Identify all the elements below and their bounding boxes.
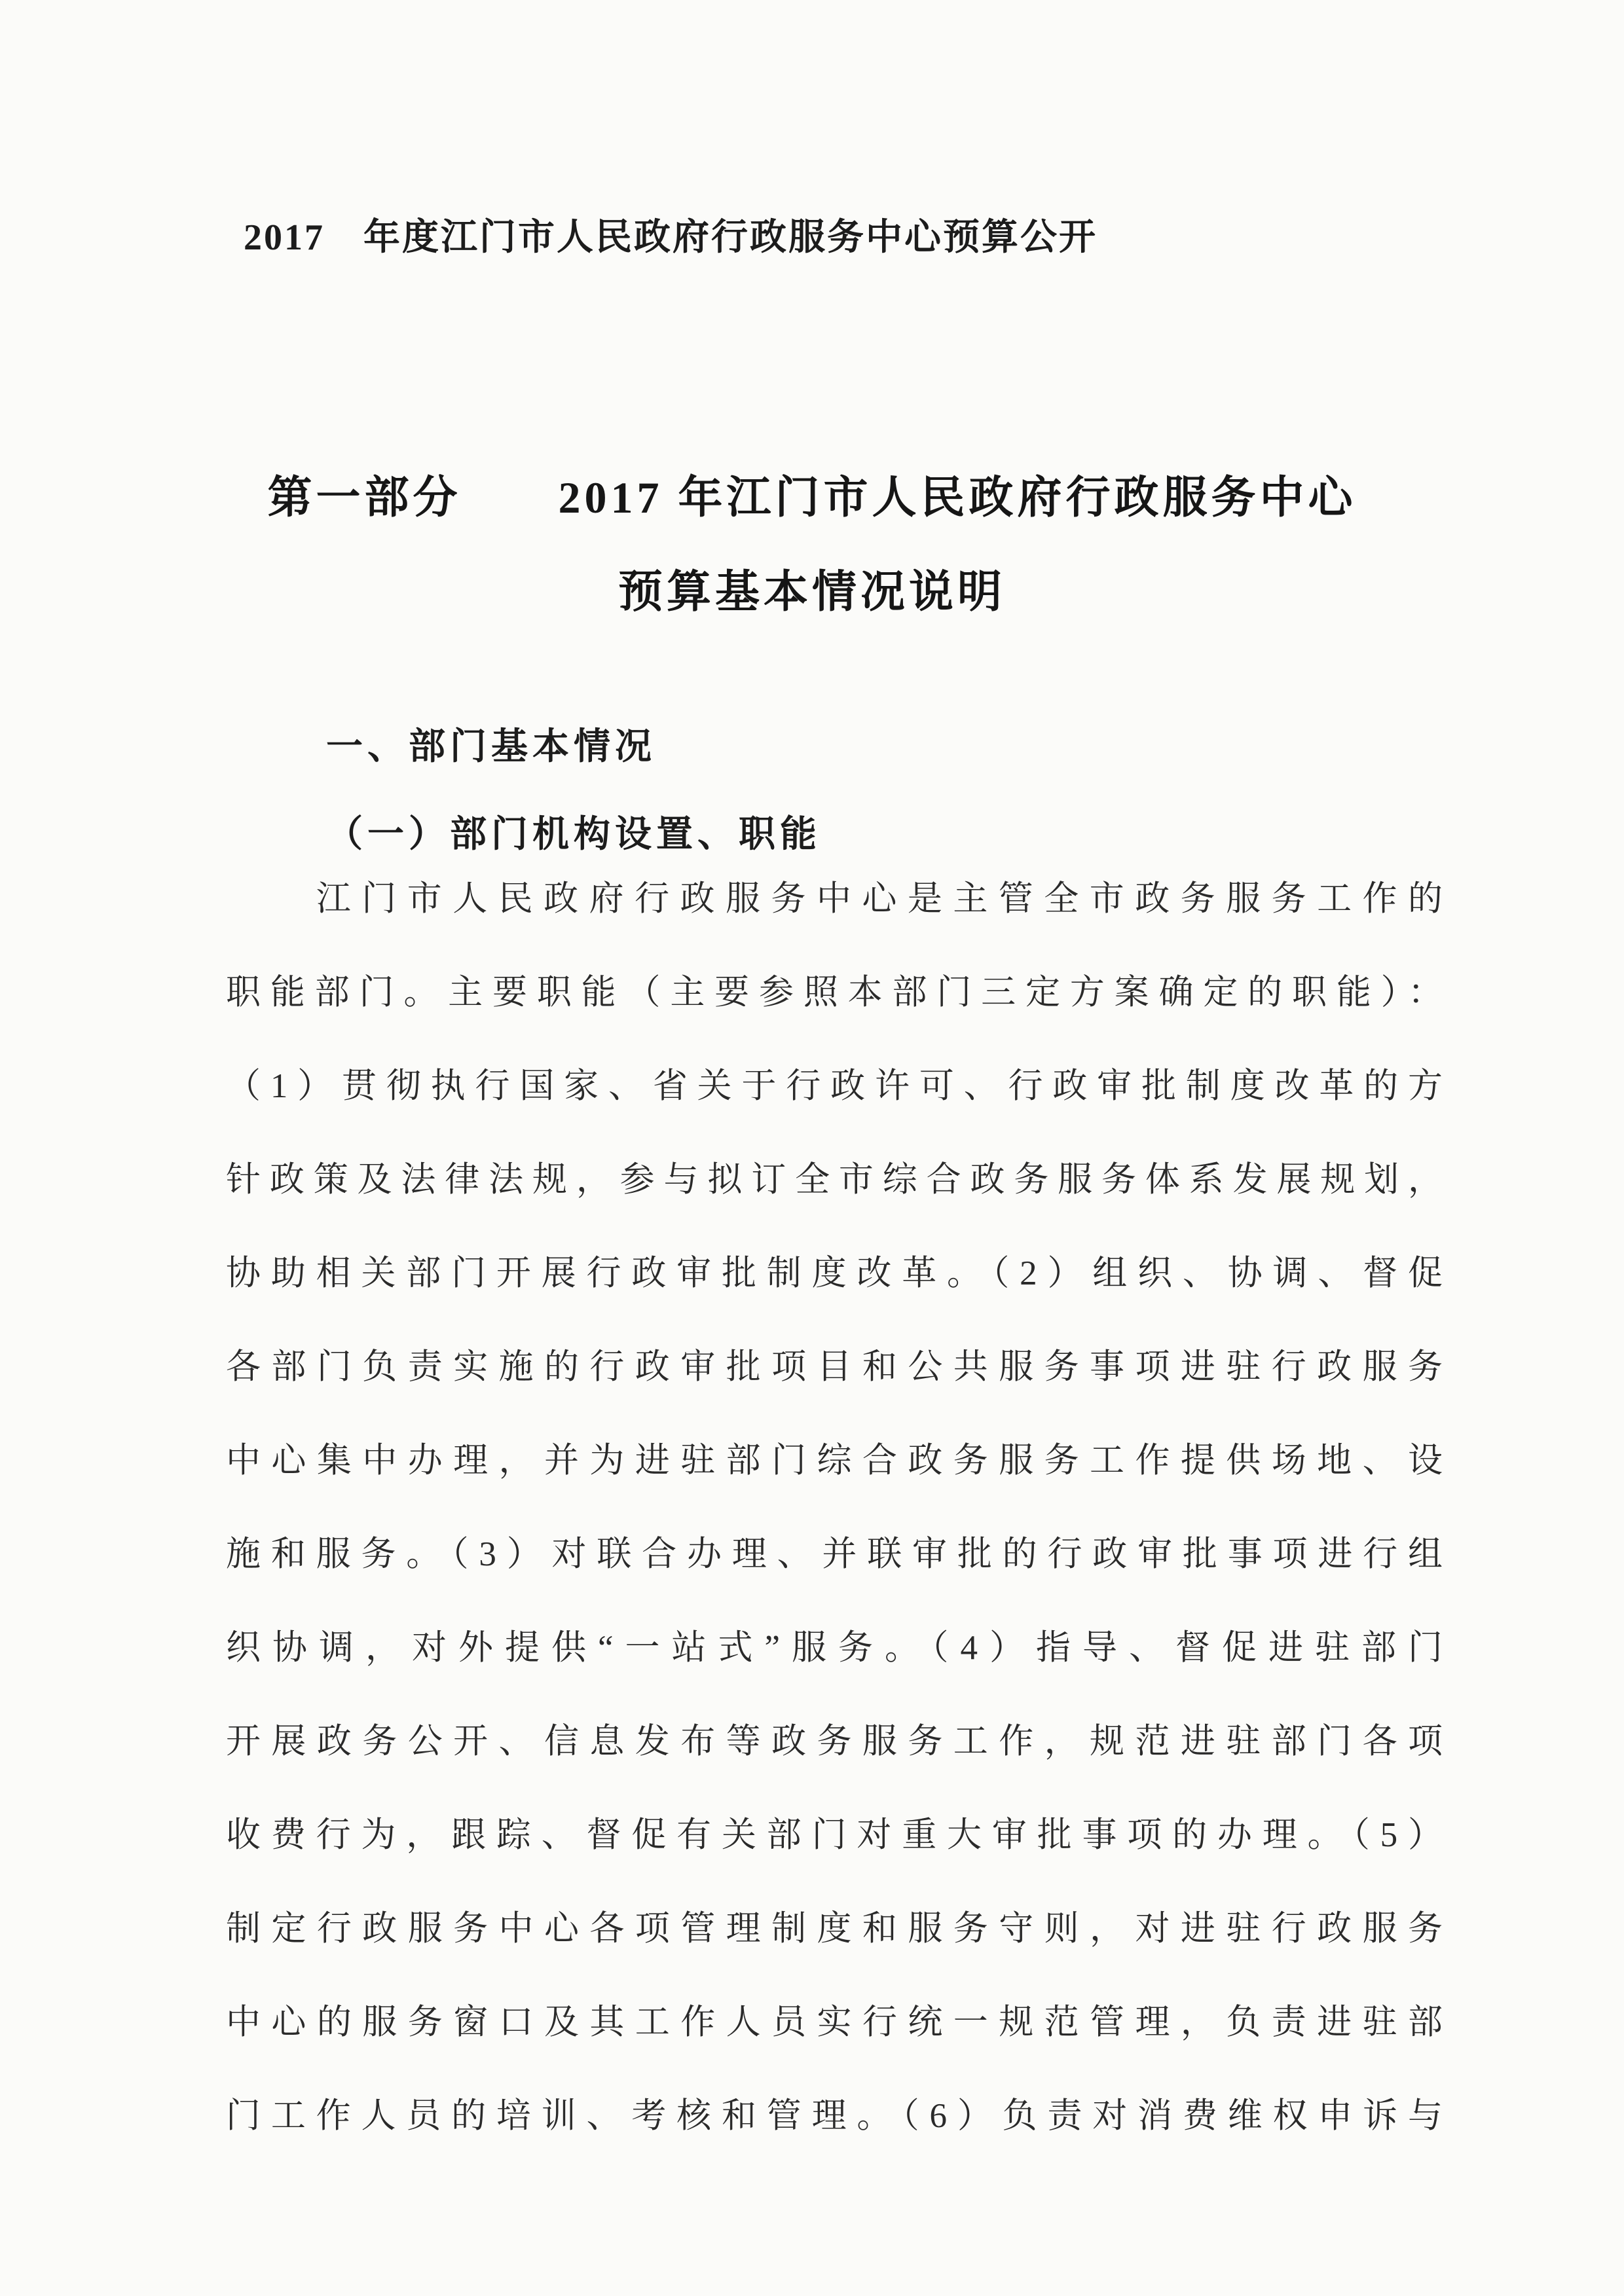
subsection-heading: （一）部门机构设置、职能 (326, 814, 821, 855)
paragraph-line: 针政策及法律法规，参与拟订全市综合政务服务体系发展规划， (226, 1161, 1443, 1199)
section-heading: 一、部门基本情况 (326, 727, 656, 767)
paragraph-line: （1）贯彻执行国家、省关于行政许可、行政审批制度改革的方 (226, 1067, 1443, 1105)
paragraph-line: 收费行为，跟踪、督促有关部门对重大审批事项的办理。（5） (226, 1816, 1443, 1854)
paragraph-line: 门工作人员的培训、考核和管理。（6）负责对消费维权申诉与 (226, 2097, 1443, 2135)
paragraph-line: 各部门负责实施的行政审批项目和公共服务事项进驻行政服务 (226, 1348, 1443, 1386)
paragraph-line: 职能部门。主要职能（主要参照本部门三定方案确定的职能）： (226, 974, 1443, 1011)
paragraph-line: 施和服务。（3）对联合办理、并联审批的行政审批事项进行组 (226, 1535, 1443, 1573)
document-title: 2017 年度江门市人民政府行政服务中心预算公开 (244, 217, 1098, 258)
paragraph-line: 中心集中办理，并为进驻部门综合政务服务工作提供场地、设 (226, 1442, 1443, 1480)
paragraph-line: 织协调，对外提供“一站式”服务。（4）指导、督促进驻部门 (226, 1629, 1443, 1667)
paragraph-line: 中心的服务窗口及其工作人员实行统一规范管理，负责进驻部 (226, 2003, 1443, 2041)
paragraph-line: 制定行政服务中心各项管理制度和服务守则，对进驻行政服务 (226, 1910, 1443, 1948)
paragraph-line: 协助相关部门开展行政审批制度改革。（2）组织、协调、督促 (226, 1254, 1443, 1292)
part-heading-line-2: 预算基本情况说明 (618, 567, 1006, 617)
part-heading (0, 450, 1624, 639)
paragraph-line: 开展政务公开、信息发布等政务服务工作，规范进驻部门各项 (226, 1722, 1443, 1760)
part-heading-line-1: 第一部分 2017 年江门市人民政府行政服务中心 (267, 473, 1357, 522)
body-paragraph (226, 852, 1443, 2163)
paragraph-line: 江门市人民政府行政服务中心是主管全市政务服务工作的 (316, 880, 1443, 918)
